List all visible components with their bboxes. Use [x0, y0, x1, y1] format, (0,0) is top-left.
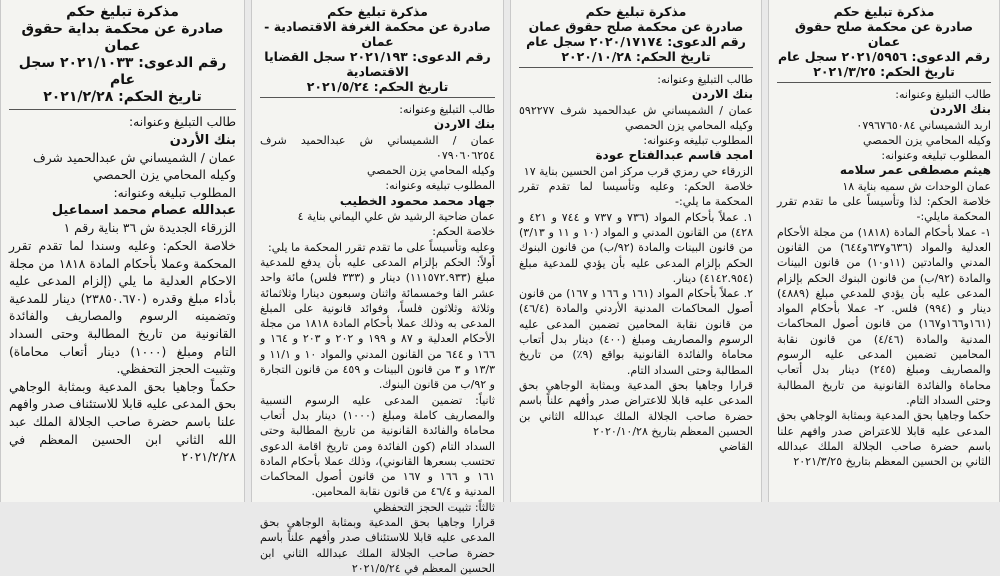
- notice-title: مذكرة تبليغ حكم: [585, 4, 687, 19]
- applicant-address: عمان / الشميساني ش عبدالحميد شرف: [33, 150, 236, 165]
- judgment-clauses: ١- عملا بأحكام المادة (١٨١٨) من مجلة الأحكام العدلية والمواد (٦٣٦و٦٣٧و٦٤٤) من القانون المدني والمادتين (١١و١٠) من قانون البينات والمادة (٩٢/ب) من قانون البنوك الحكم بإلزام المدعى عليه بأن يؤدي للمدعي مبلغ (٤٨٨٩) دينار و (٩٩٤) فلس. ٢- عملا بأحكام المواد (١٦١و١٦٦و١٦٧) من قانون أصول المحاكمات المدنية والمادة (٤/٤٦) من قانون نقابة المحامين تضمين المدعى عليه الرسوم والمصاريف ومبلغ (٢٤٥) دينار بدل أتعاب محاماة والفائدة القانونية من تاريخ المطالبة وحتى السداد التام.: [777, 225, 992, 407]
- court-name: صادرة عن محكمة بداية حقوق عمان: [21, 21, 224, 54]
- divider: [777, 82, 991, 83]
- applicant-name: بنك الأردن: [169, 132, 236, 148]
- notice-column-2: [251, 0, 504, 575]
- judge-signature: القاضي: [719, 440, 753, 454]
- judgment-closing: قرارا وجاهيا بحق المدعية وبمثابة الوجاهي بحق المدعى عليه قابلا للاعتراض صدر وأفهم علناً باسم حضرة صاحب الجلالة الملك عبدالله الثاني بن الحسين المعظم بتاريخ ٢٠٢٠/١٠/٢٨: [519, 378, 753, 438]
- judgment-summary-label: خلاصة الحكم:: [432, 225, 495, 239]
- judgment-clause-3: ثالثاً: تثبيت الحجز التحفظي: [373, 500, 495, 514]
- judgment-clause-2: ثانياً: تضمين المدعى عليه الرسوم النسبية والمصاريف كاملة ومبلغ (١٠٠٠) دينار بدل أتعاب محاماة والفائدة القانونية من تاريخ المطالبة وحتى السداد التام (كون الفائدة ومن تاريخ اقامة الدعوى تحتسب بسعرها القانوني)، وذلك عملا بأحكام المادة ١٦١ و ١٦٦ و ١٦٧ من قانون أصول المحاكمات المدنية و ٤٦/٤ من قانون نقابة المحامين.: [260, 393, 495, 499]
- judgment-intro: خلاصة الحكم: وعليه وتأسيسا لما تقدم تقرر المحكمة ما يلي:-: [519, 180, 753, 209]
- judgment-date: تاريخ الحكم: ٢٠٢١/٢/٢٨: [43, 89, 202, 105]
- applicant-label: طالب التبليغ وعنوانه:: [129, 115, 236, 129]
- respondent-address: عمان ضاحية الرشيد ش علي اليماني بناية ٤: [297, 210, 495, 224]
- respondent-name: هيثم مصطفى عمر سلامه: [839, 163, 991, 178]
- attorney: وكيله المحامي يزن الحمصي: [367, 164, 495, 178]
- applicant-address: اربد الشميساني ٠٧٩٦٧٦٥٠٨٤: [856, 118, 991, 132]
- judgment-date: تاريخ الحكم: ٢٠٢٠/١٠/٢٨: [561, 49, 711, 64]
- judgment-closing: حكماً وجاهيا بحق المدعية وبمثابة الوجاهي بحق المدعى عليه قابلا للاستئناف صدر وافهم علنا باسم حضرة صاحب الجلالة الملك عبد الله الثاني ابن الحسين المعظم في ٢٠٢١/٢/٢٨: [9, 379, 236, 465]
- judgment-clause-2: ٢. عملاً بأحكام المواد (١٦١ و ١٦٦ و ١٦٧) من قانون أصول المحاكمات المدنية الأردني والمادة (٤٦/٤) من قانون نقابة المحامين تضمين المدعى عليه الرسوم والمصاريف ومبلغ (٤٠٠) دينار بدل أتعاب محاماة والفائدة القانونية بواقع (٩٪) من تاريخ المطالبة وحتى السداد التام.: [519, 287, 754, 377]
- attorney: وكيله المحامي يزن الحمصي: [863, 133, 991, 147]
- applicant-address: عمان / الشميساني ش عبدالحميد شرف ٥٩٢٢٧٧ وكيله المحامي يزن الحمصي: [519, 103, 753, 132]
- applicant-label: طالب التبليغ وعنوانه:: [895, 88, 991, 101]
- judgment-intro: خلاصة الحكم: لذا وتأسيساً على ما تقدم تقرر المحكمة مايلي:-: [777, 195, 991, 224]
- respondent-name: جهاد محمد محمود الخطيب: [339, 193, 495, 208]
- applicant-name: بنك الاردن: [433, 117, 495, 132]
- judgment-clause-1: ١. عملاً بأحكام المواد (٧٣٦ و ٧٣٧ و ٧٤٤ و ٤٢١ و ٤٢٨) من القانون المدني و المواد (١٠ و ١١ و ٣/١٣) من قانون البينات والمادة (٩٢/ب) من قانون البنوك الحكم بإلزام المدعى عليه بأن يؤدي للمدعية مبلغ (٤١٤٢.٩٥٤) دينار.: [519, 210, 753, 285]
- notice-title: مذكرة تبليغ حكم: [327, 4, 428, 19]
- notice-title: مذكرة تبليغ حكم: [66, 4, 179, 20]
- judgment-closing: حكما وجاهيا بحق المدعية وبمثابة الوجاهي بحق المدعى عليه قابلا للاعتراض صدر وافهم علنا باسم حضرة صاحب الجلالة الملك عبدالله الثاني بن الحسين المعظم بتاريخ ٢٠٢١/٣/٢٥: [777, 409, 991, 469]
- case-number: رقم الدعوى: ٢٠٢١/١٠٣٣ سجل عام: [18, 55, 227, 88]
- divider: [260, 97, 495, 98]
- judgment-date: تاريخ الحكم: ٢٠٢١/٥/٢٤: [306, 79, 449, 94]
- respondent-label: المطلوب تبليغه وعنوانه:: [385, 179, 495, 193]
- judgment-closing: قرارا وجاهيا بحق المدعية وبمثابة الوجاهي بحق المدعى عليه قابلا للاستئناف صدر وأفهم علناً باسم حضرة صاحب الجلالة الملك عبدالله الثاني ابن الحسين المعظم في ٢٠٢١/٥/٢٤: [260, 516, 495, 575]
- respondent-label: المطلوب تبليغه وعنوانه:: [881, 149, 991, 163]
- case-number: رقم الدعوى: ٢٠٢١/١٩٣ سجل القضايا الاقتصادية: [264, 49, 491, 79]
- notice-column-3: [510, 0, 762, 502]
- divider: [9, 109, 236, 110]
- attorney: وكيله المحامي يزن الحمصي: [92, 168, 236, 183]
- case-number: رقم الدعوى: ٢٠٢٠/١٧١٧٤ سجل عام: [526, 34, 746, 49]
- respondent-label: المطلوب تبليغه وعنوانه:: [113, 185, 236, 200]
- respondent-address: الزرقاء الجديدة ش ٣٦ بناية رقم ١: [63, 221, 236, 236]
- respondent-name: عبدالله عصام محمد اسماعيل: [51, 203, 236, 219]
- judgment-clause-1: أولاً: الحكم بإلزام المدعى عليه بأن يدفع للمدعية مبلغ (١١١٥٧٢.٩٣٣) دينار و (٣٣٣ فلس) مائة واحد عشر الفا وخمسمائة واثنان وسبعون دينارا وثلاثمائة وثلاثة وثلاثون فلساً، وفوائد قانونية على المبلغ المدعى به وذلك عملا بأحكام المادة ١٨١٨ من مجلة الأحكام العدلية و ٨٧ و ١٩٩ و ٢٠٢ و ٢٠٣ و ١٦٤ و ١٦٦ و ٦٤٤ من القانون المدني والمواد ١٠ و ١١/١ و ١٣/٣ و ٣ من قانون البينات و ٤٥٩ من قانون التجارة و ٩٢/ب من قانون البنوك.: [260, 255, 495, 392]
- court-name: صادرة عن محكمة الغرفة الاقتصادية - عمان: [264, 19, 491, 49]
- case-number: رقم الدعوى: ٢٠٢١/٥٩٥٦ سجل عام: [777, 49, 991, 64]
- judgment-intro: وعليه وتأسيساً على ما تقدم تقرر المحكمة ما يلي:: [268, 240, 495, 254]
- respondent-address: عمان الوحدات ش سميه بناية ١٨: [842, 179, 991, 193]
- court-name: صادرة عن محكمة صلح حقوق عمان: [528, 19, 744, 34]
- notice-title: مذكرة تبليغ حكم: [833, 4, 935, 19]
- court-name: صادرة عن محكمة صلح حقوق عمان: [794, 19, 974, 49]
- notice-column-1: [0, 0, 245, 502]
- divider: [519, 67, 753, 68]
- applicant-label: طالب التبليغ وعنوانه:: [399, 103, 495, 116]
- applicant-address: عمان / الشميساني ش عبدالحميد شرف ٠٧٩٠٦٠٦٢٥٤: [260, 133, 495, 162]
- applicant-name: بنك الاردن: [691, 87, 753, 102]
- respondent-label: المطلوب تبليغه وعنوانه:: [643, 134, 753, 148]
- judgment-date: تاريخ الحكم: ٢٠٢١/٣/٢٥: [813, 64, 955, 79]
- respondent-address: الزرقاء حي رمزي قرب مركز امن الحسين بناية ١٧: [523, 164, 753, 178]
- judgment-summary: خلاصة الحكم: وعليه وسندا لما تقدم تقرر المحكمة وعملا بأحكام المادة ١٨١٨ من مجلة الاحكام العدلية ما يلي (إلزام المدعى عليه بأداء مبلغ وقدره (٢٣٨٥٠.٦٧٠) دينار للمدعية وتضمينه الرسوم والمصاريف والفائدة القانونية من تاريخ المطالبة وحتى السداد التام ومبلغ (١٠٠٠) دينار أتعاب محاماة) وتثبيت الحجز التحفظي.: [9, 238, 236, 377]
- applicant-name: بنك الاردن: [929, 102, 991, 117]
- respondent-name: امجد قاسم عبدالفتاح عودة: [595, 148, 753, 163]
- notice-column-4: [768, 0, 1000, 502]
- applicant-label: طالب التبليغ وعنوانه:: [657, 73, 753, 86]
